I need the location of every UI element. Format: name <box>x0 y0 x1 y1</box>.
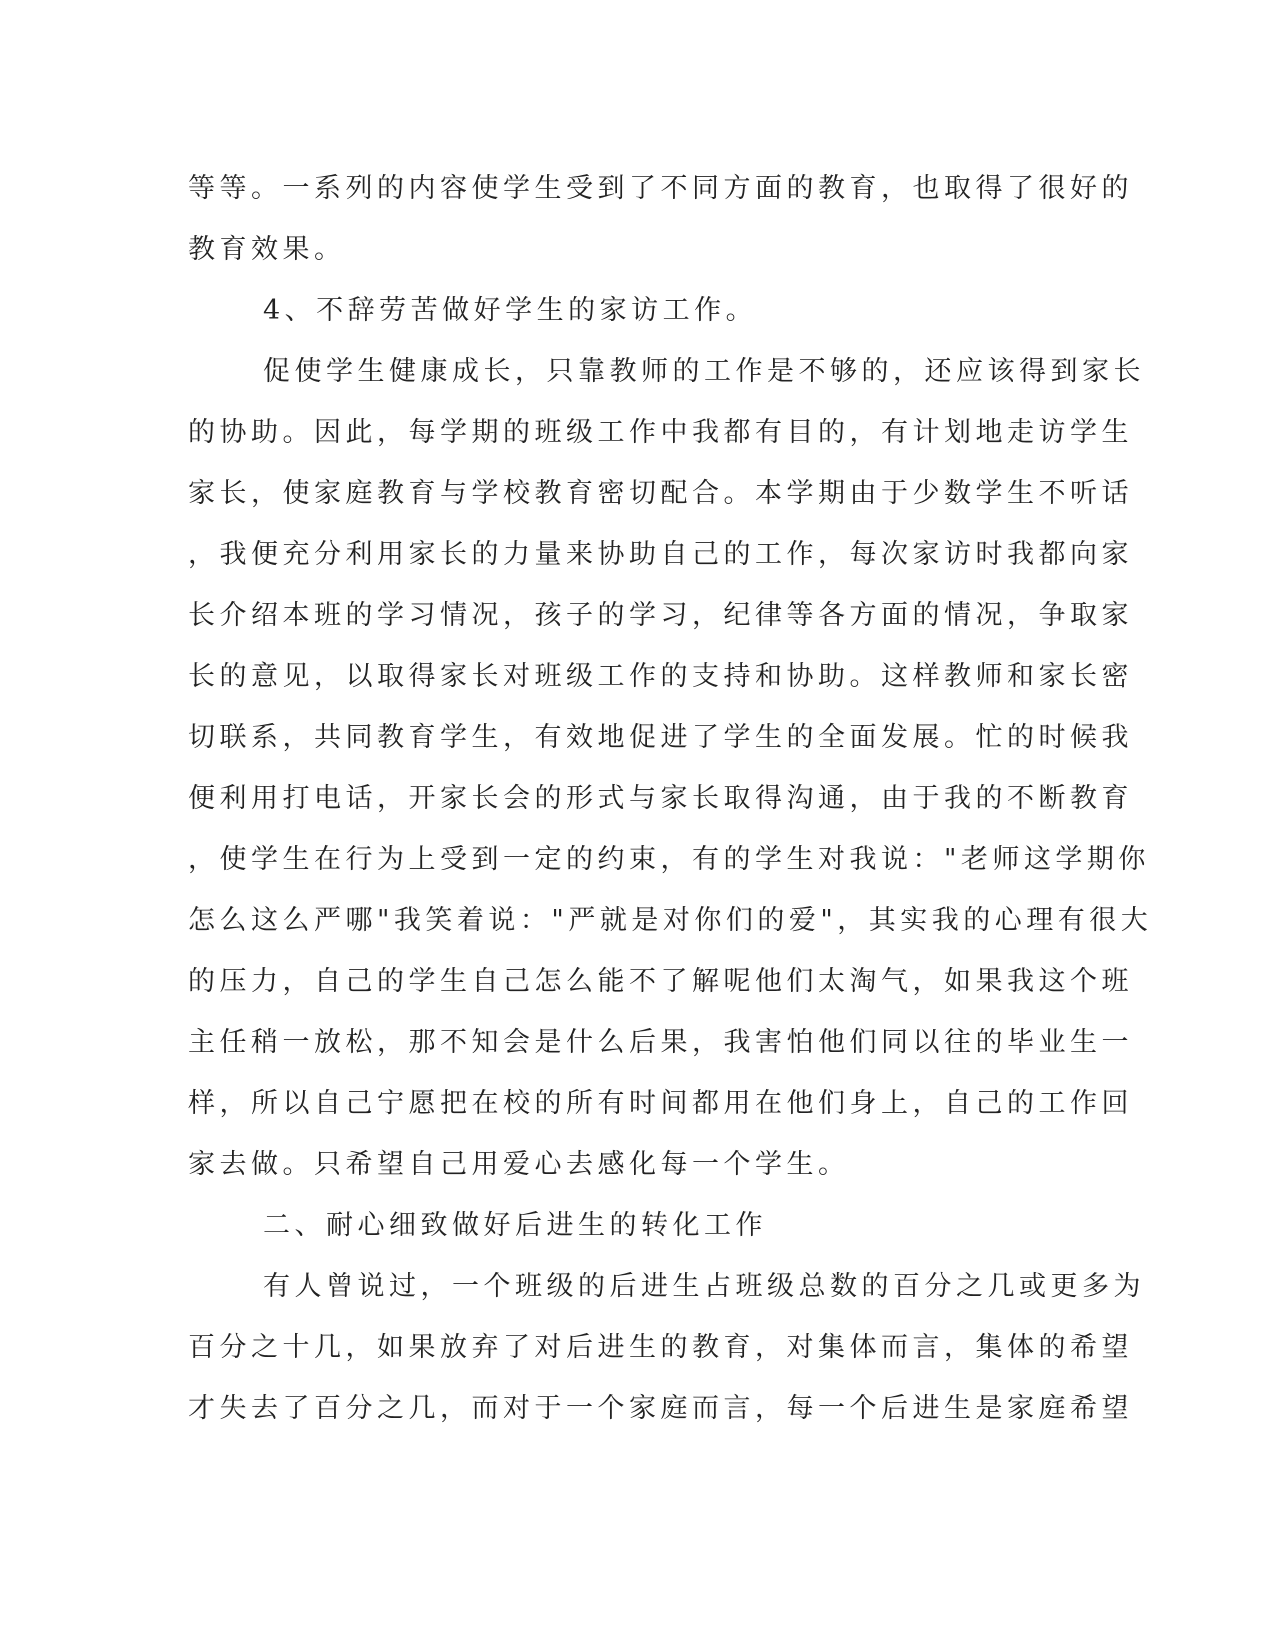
text-line: 切联系，共同教育学生，有效地促进了学生的全面发展。忙的时候我 <box>188 722 1133 753</box>
text-line: 便利用打电话，开家长会的形式与家长取得沟通，由于我的不断教育 <box>188 783 1133 814</box>
body-text <box>188 158 1153 1439</box>
text-line: 样，所以自己宁愿把在校的所有时间都用在他们身上，自己的工作回 <box>188 1088 1133 1119</box>
text-line: 的压力，自己的学生自己怎么能不了解呢他们太淘气，如果我这个班 <box>188 966 1133 997</box>
text-line: 怎么这么严哪"我笑着说："严就是对你们的爱"，其实我的心理有很大 <box>188 905 1153 936</box>
text-line: 促使学生健康成长，只靠教师的工作是不够的，还应该得到家长 <box>263 356 1145 387</box>
text-line: 等等。一系列的内容使学生受到了不同方面的教育，也取得了很好的 <box>188 173 1133 204</box>
text-line: 的协助。因此，每学期的班级工作中我都有目的，有计划地走访学生 <box>188 417 1133 448</box>
text-line: 长介绍本班的学习情况，孩子的学习，纪律等各方面的情况，争取家 <box>188 600 1133 631</box>
text-line: 家长，使家庭教育与学校教育密切配合。本学期由于少数学生不听话 <box>188 478 1133 509</box>
text-line: 主任稍一放松，那不知会是什么后果，我害怕他们同以往的毕业生一 <box>188 1027 1133 1058</box>
text-line: ，使学生在行为上受到一定的约束，有的学生对我说："老师这学期你 <box>188 844 1150 875</box>
text-line: 家去做。只希望自己用爱心去感化每一个学生。 <box>188 1149 850 1180</box>
section-heading: 4、不辞劳苦做好学生的家访工作。 <box>263 295 758 326</box>
text-line: 才失去了百分之几，而对于一个家庭而言，每一个后进生是家庭希望 <box>188 1393 1133 1424</box>
text-line: 长的意见，以取得家长对班级工作的支持和协助。这样教师和家长密 <box>188 661 1133 692</box>
text-line: 百分之十几，如果放弃了对后进生的教育，对集体而言，集体的希望 <box>188 1332 1133 1363</box>
text-line: 有人曾说过，一个班级的后进生占班级总数的百分之几或更多为 <box>263 1271 1145 1302</box>
section-heading: 二、耐心细致做好后进生的转化工作 <box>263 1210 767 1241</box>
text-line: 教育效果。 <box>188 234 346 265</box>
text-line: ，我便充分利用家长的力量来协助自己的工作，每次家访时我都向家 <box>188 539 1133 570</box>
